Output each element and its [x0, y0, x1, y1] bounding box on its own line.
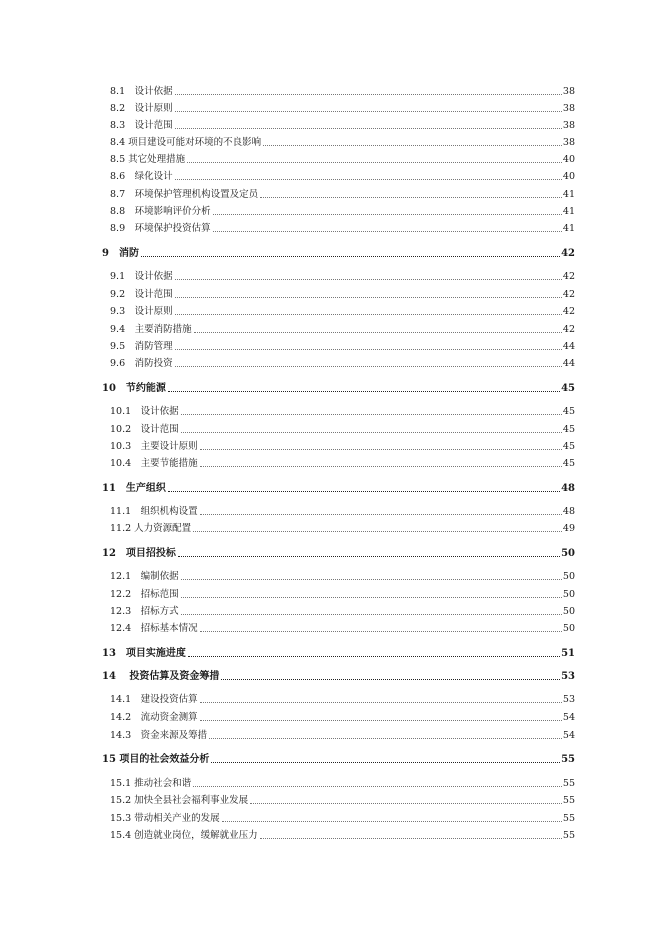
toc-entry-title: 15.1 推动社会和谐: [110, 778, 192, 789]
toc-section-entry[interactable]: [0, 502, 662, 518]
toc-page-number: 54: [562, 730, 575, 741]
toc-entry-title: 14 投资估算及资金筹措: [102, 671, 220, 682]
toc-entry-title: 14.3 资金来源及筹措: [110, 730, 208, 741]
toc-section-entry[interactable]: [0, 791, 662, 807]
toc-page-number: 42: [562, 271, 575, 282]
toc-page-number: 41: [562, 223, 575, 234]
dot-leader: [260, 838, 562, 839]
toc-entry-title: 10.4 主要节能措施: [110, 458, 198, 469]
toc-chapter-entry[interactable]: [0, 544, 662, 560]
toc-page-number: 49: [562, 523, 575, 534]
toc-chapter-entry[interactable]: [0, 379, 662, 395]
toc-page-number: 53: [562, 694, 575, 705]
toc-entry-title: 8.1 设计依据: [110, 86, 173, 97]
dot-leader: [200, 720, 562, 721]
dot-leader: [188, 656, 560, 657]
toc-entry-title: 8.4 项目建设可能对环境的不良影响: [110, 137, 262, 148]
toc-page-number: 55: [562, 813, 575, 824]
toc-chapter-entry[interactable]: [0, 644, 662, 660]
dot-leader: [181, 597, 562, 598]
dot-leader: [193, 786, 562, 787]
toc-chapter-entry[interactable]: [0, 479, 662, 495]
toc-page-number: 50: [561, 548, 575, 559]
toc-page-number: 51: [561, 648, 575, 659]
toc-page-number: 44: [562, 358, 575, 369]
toc-section-entry[interactable]: [0, 826, 662, 842]
toc-entry-title: 10 节约能源: [102, 383, 166, 394]
dot-leader: [200, 449, 562, 450]
dot-leader: [168, 391, 560, 392]
toc-section-entry[interactable]: [0, 809, 662, 825]
toc-entry-title: 10.2 设计范围: [110, 424, 179, 435]
toc-page-number: 38: [562, 120, 575, 131]
toc-page-number: 44: [562, 341, 575, 352]
dot-leader: [211, 762, 560, 763]
dot-leader: [175, 279, 562, 280]
toc-section-entry[interactable]: [0, 219, 662, 235]
toc-section-entry[interactable]: [0, 285, 662, 301]
toc-section-entry[interactable]: [0, 185, 662, 201]
toc-section-entry[interactable]: [0, 354, 662, 370]
toc-page-number: 42: [562, 289, 575, 300]
toc-section-entry[interactable]: [0, 726, 662, 742]
toc-section-entry[interactable]: [0, 167, 662, 183]
toc-chapter-entry[interactable]: [0, 667, 662, 683]
toc-entry-title: 8.8 环境影响评价分析: [110, 206, 211, 217]
toc-section-entry[interactable]: [0, 99, 662, 115]
toc-entry-title: 14.1 建设投资估算: [110, 694, 198, 705]
toc-page-number: 45: [562, 458, 575, 469]
toc-page-number: 54: [562, 712, 575, 723]
dot-leader: [200, 466, 562, 467]
toc-entry-title: 15 项目的社会效益分析: [102, 754, 210, 765]
toc-page-number: 50: [562, 606, 575, 617]
toc-entry-title: 15.2 加快全县社会福利事业发展: [110, 795, 249, 806]
dot-leader: [221, 679, 560, 680]
toc-section-entry[interactable]: [0, 320, 662, 336]
toc-entry-title: 15.3 带动相关产业的发展: [110, 813, 220, 824]
toc-entry-title: 9 消防: [102, 248, 139, 259]
toc-page-number: 45: [562, 406, 575, 417]
toc-entry-title: 12.3 招标方式: [110, 606, 179, 617]
dot-leader: [187, 162, 562, 163]
toc-page-number: 50: [562, 571, 575, 582]
toc-chapter-entry[interactable]: [0, 750, 662, 766]
toc-entry-title: 8.3 设计范围: [110, 120, 173, 131]
dot-leader: [200, 702, 562, 703]
dot-leader: [175, 366, 562, 367]
toc-entry-title: 12.4 招标基本情况: [110, 623, 198, 634]
dot-leader: [222, 821, 562, 822]
toc-entry-title: 8.2 设计原则: [110, 103, 173, 114]
dot-leader: [175, 314, 562, 315]
toc-section-entry[interactable]: [0, 202, 662, 218]
toc-section-entry[interactable]: [0, 402, 662, 418]
toc-section-entry[interactable]: [0, 133, 662, 149]
toc-page-number: 40: [562, 154, 575, 165]
toc-section-entry[interactable]: [0, 619, 662, 635]
toc-section-entry[interactable]: [0, 519, 662, 535]
toc-page-number: 48: [561, 483, 575, 494]
toc-page-number: 53: [561, 671, 575, 682]
toc-section-entry[interactable]: [0, 690, 662, 706]
toc-section-entry[interactable]: [0, 454, 662, 470]
dot-leader: [175, 94, 562, 95]
toc-entry-title: 9.4 主要消防措施: [110, 324, 192, 335]
toc-section-entry[interactable]: [0, 337, 662, 353]
toc-entry-title: 12.1 编制依据: [110, 571, 179, 582]
toc-section-entry[interactable]: [0, 602, 662, 618]
toc-entry-title: 13 项目实施进度: [102, 648, 186, 659]
dot-leader: [175, 128, 562, 129]
dot-leader: [260, 197, 562, 198]
dot-leader: [213, 214, 562, 215]
toc-page-number: 48: [562, 506, 575, 517]
toc-entry-title: 8.5 其它处理措施: [110, 154, 186, 165]
toc-page-number: 40: [562, 171, 575, 182]
toc-entry-title: 8.9 环境保护投资估算: [110, 223, 211, 234]
dot-leader: [200, 631, 562, 632]
toc-page-number: 42: [561, 248, 575, 259]
toc-chapter-entry[interactable]: [0, 244, 662, 260]
toc-entry-title: 9.1 设计依据: [110, 271, 173, 282]
toc-entry-title: 8.7 环境保护管理机构设置及定员: [110, 189, 259, 200]
toc-entry-title: 9.6 消防投资: [110, 358, 173, 369]
dot-leader: [141, 256, 560, 257]
toc-entry-title: 9.3 设计原则: [110, 306, 173, 317]
dot-leader: [175, 297, 562, 298]
dot-leader: [168, 491, 560, 492]
toc-entry-title: 15.4 创造就业岗位，缓解就业压力: [110, 830, 258, 841]
toc-section-entry[interactable]: [0, 774, 662, 790]
toc-page-number: 55: [562, 795, 575, 806]
toc-page-number: 45: [561, 383, 575, 394]
toc-page-number: 38: [562, 86, 575, 97]
toc-entry-title: 10.1 设计依据: [110, 406, 179, 417]
dot-leader: [175, 111, 562, 112]
toc-page-number: 41: [562, 206, 575, 217]
toc-page-number: 42: [562, 306, 575, 317]
toc-entry-title: 10.3 主要设计原则: [110, 441, 198, 452]
toc-entry-title: 12 项目招投标: [102, 548, 176, 559]
toc-entry-title: 11.1 组织机构设置: [110, 506, 198, 517]
toc-page-number: 45: [562, 441, 575, 452]
toc-section-entry[interactable]: [0, 708, 662, 724]
toc-section-entry[interactable]: [0, 420, 662, 436]
toc-section-entry[interactable]: [0, 567, 662, 583]
toc-section-entry[interactable]: [0, 585, 662, 601]
dot-leader: [263, 145, 562, 146]
dot-leader: [209, 738, 562, 739]
dot-leader: [181, 414, 562, 415]
toc-section-entry[interactable]: [0, 116, 662, 132]
toc-entry-title: 12.2 招标范围: [110, 589, 179, 600]
toc-entry-title: 8.6 绿化设计: [110, 171, 173, 182]
dot-leader: [194, 332, 562, 333]
toc-page-number: 50: [562, 589, 575, 600]
dot-leader: [181, 614, 562, 615]
toc-page-number: 41: [562, 189, 575, 200]
toc-section-entry[interactable]: [0, 267, 662, 283]
dot-leader: [175, 349, 562, 350]
toc-page-number: 45: [562, 424, 575, 435]
dot-leader: [250, 803, 562, 804]
toc-page-number: 38: [562, 103, 575, 114]
toc-section-entry[interactable]: [0, 302, 662, 318]
toc-entry-title: 9.5 消防管理: [110, 341, 173, 352]
dot-leader: [181, 579, 562, 580]
toc-section-entry[interactable]: [0, 150, 662, 166]
dot-leader: [178, 556, 560, 557]
toc-entry-title: 11.2 人力资源配置: [110, 523, 192, 534]
dot-leader: [181, 432, 562, 433]
toc-page-number: 42: [562, 324, 575, 335]
dot-leader: [193, 531, 562, 532]
toc-entry-title: 11 生产组织: [102, 483, 166, 494]
toc-entry-title: 14.2 流动资金测算: [110, 712, 198, 723]
dot-leader: [213, 231, 562, 232]
toc-section-entry[interactable]: [0, 82, 662, 98]
dot-leader: [200, 514, 562, 515]
toc-page-number: 55: [562, 830, 575, 841]
dot-leader: [175, 179, 562, 180]
toc-section-entry[interactable]: [0, 437, 662, 453]
toc-page-number: 38: [562, 137, 575, 148]
toc-entry-title: 9.2 设计范围: [110, 289, 173, 300]
toc-page-number: 55: [561, 754, 575, 765]
toc-page-number: 50: [562, 623, 575, 634]
toc-page-number: 55: [562, 778, 575, 789]
